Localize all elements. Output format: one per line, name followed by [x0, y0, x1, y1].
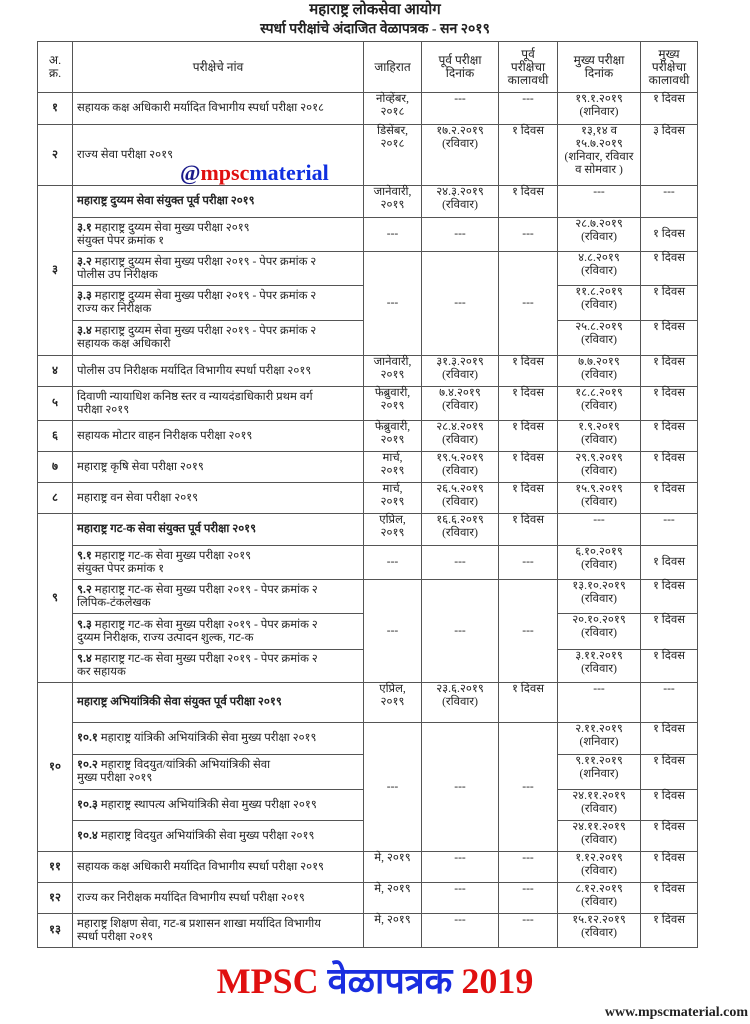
table-row — [38, 483, 698, 514]
prelim-duration: --- — [499, 914, 558, 948]
main-exam-duration: १ दिवस — [641, 580, 698, 614]
main-exam-duration: १ दिवस — [641, 546, 698, 580]
table-row — [38, 852, 698, 883]
exam-name: सहायक कक्ष अधिकारी मर्यादित विभागीय स्पर्धा परीक्षा २०१९ — [73, 852, 364, 883]
main-exam-duration: १ दिवस — [641, 452, 698, 483]
sub-exam-title: महाराष्ट्र दुय्यम सेवा मुख्य परीक्षा २०१९ - पेपर क्रमांक २ राज्य कर निरीक्षक — [77, 290, 317, 315]
footer-banner — [0, 961, 750, 1001]
main-exam-date: २०.१०.२०१९ (रविवार) — [558, 614, 641, 650]
serial-no: १० — [38, 683, 73, 852]
main-exam-duration: १ दिवस — [641, 614, 698, 650]
main-exam-duration: १ दिवस — [641, 914, 698, 948]
serial-no: १२ — [38, 883, 73, 914]
table-row — [38, 125, 698, 186]
document-subtitle: स्पर्धा परीक्षांचे अंदाजित वेळापत्रक - सन २०१९ — [260, 22, 490, 37]
main-exam-date: २४.११.२०१९ (रविवार) — [558, 790, 641, 821]
sub-exam-number: ९.३ — [77, 618, 92, 631]
exam-name: महाराष्ट्र दुय्यम सेवा संयुक्त पूर्व परीक्षा २०१९ — [73, 186, 364, 218]
sub-exam-title: महाराष्ट्र विदयुत/यांत्रिकी अभियांत्रिकी सेवा मुख्य परीक्षा २०१९ — [77, 759, 271, 784]
table-row — [38, 514, 698, 546]
main-exam-duration: १ दिवस — [641, 821, 698, 852]
advertisement-month: --- — [364, 218, 422, 252]
header-serial-no: अ. क्र. — [38, 42, 73, 93]
prelim-duration: १ दिवस — [499, 683, 558, 723]
sub-exam-name — [73, 650, 364, 683]
watermark-material: material — [249, 160, 329, 185]
sub-exam-name — [73, 218, 364, 252]
prelim-date: ३१.३.२०१९ (रविवार) — [422, 356, 499, 387]
serial-no: ९ — [38, 514, 73, 683]
sub-exam-number: ९.२ — [77, 583, 92, 596]
sub-exam-title: महाराष्ट्र दुय्यम सेवा मुख्य परीक्षा २०१९ संयुक्त पेपर क्रमांक १ — [77, 221, 250, 247]
main-exam-date: १५.९.२०१९ (रविवार) — [558, 483, 641, 514]
prelim-date: --- — [422, 218, 499, 252]
advertisement-month: मे, २०१९ — [364, 914, 422, 948]
sub-exam-title: महाराष्ट्र दुय्यम सेवा मुख्य परीक्षा २०१९ - पेपर क्रमांक २ सहायक कक्ष अधिकारी — [77, 325, 317, 350]
prelim-date: २४.३.२०१९ (रविवार) — [422, 186, 499, 218]
advertisement-month: --- — [364, 546, 422, 580]
sub-exam-number: १०.१ — [77, 732, 98, 744]
main-exam-duration: १ दिवस — [641, 883, 698, 914]
table-subrow — [38, 546, 698, 580]
prelim-date: २६.५.२०१९ (रविवार) — [422, 483, 499, 514]
main-exam-date: १३,१४ व १५.७.२०१९ (शनिवार, रविवार व सोमवार ) — [558, 125, 641, 186]
header-advertisement: जाहिरात — [364, 42, 422, 93]
serial-no: १ — [38, 93, 73, 125]
watermark-mpsc: mpsc — [200, 160, 250, 185]
main-exam-date: ९.११.२०१९ (शनिवार) — [558, 755, 641, 790]
main-exam-duration: --- — [641, 683, 698, 723]
prelim-date: १९.५.२०१९ (रविवार) — [422, 452, 499, 483]
sub-exam-name — [73, 614, 364, 650]
advertisement-month: फेब्रुवारी, २०१९ — [364, 387, 422, 421]
advertisement-month: --- — [364, 723, 422, 852]
main-exam-duration: १ दिवस — [641, 421, 698, 452]
exam-name: महाराष्ट्र कृषि सेवा परीक्षा २०१९ — [73, 452, 364, 483]
advertisement-month: मार्च, २०१९ — [364, 483, 422, 514]
main-exam-date: १.१२.२०१९ (रविवार) — [558, 852, 641, 883]
main-exam-duration: १ दिवस — [641, 852, 698, 883]
main-exam-duration: --- — [641, 514, 698, 546]
prelim-date: --- — [422, 580, 499, 683]
prelim-duration: --- — [499, 93, 558, 125]
table-subrow — [38, 723, 698, 755]
prelim-duration: १ दिवस — [499, 356, 558, 387]
advertisement-month: एप्रिल, २०१९ — [364, 683, 422, 723]
exam-name: राज्य सेवा परीक्षा २०१९ — [73, 125, 364, 186]
main-exam-date: २५.८.२०१९ (रविवार) — [558, 321, 641, 356]
advertisement-month: मार्च, २०१९ — [364, 452, 422, 483]
advertisement-month: नोव्हेंबर, २०१८ — [364, 93, 422, 125]
main-exam-date: १५.१२.२०१९ (रविवार) — [558, 914, 641, 948]
table-row — [38, 387, 698, 421]
prelim-date: --- — [422, 723, 499, 852]
prelim-date: ७.४.२०१९ (रविवार) — [422, 387, 499, 421]
advertisement-month: जानेवारी, २०१९ — [364, 186, 422, 218]
prelim-duration: १ दिवस — [499, 514, 558, 546]
prelim-date: --- — [422, 252, 499, 356]
prelim-date: २८.४.२०१९ (रविवार) — [422, 421, 499, 452]
main-exam-date: ७.७.२०१९ (रविवार) — [558, 356, 641, 387]
prelim-date: --- — [422, 93, 499, 125]
main-exam-date: २४.११.२०१९ (रविवार) — [558, 821, 641, 852]
main-exam-date: ८.१२.२०१९ (रविवार) — [558, 883, 641, 914]
prelim-date: --- — [422, 914, 499, 948]
advertisement-month: मे, २०१९ — [364, 883, 422, 914]
sub-exam-number: १०.२ — [77, 759, 98, 771]
prelim-duration: --- — [499, 852, 558, 883]
header-main-duration: मुख्य परीक्षेचा कालावधी — [641, 42, 698, 93]
prelim-duration: --- — [499, 723, 558, 852]
exam-name: महाराष्ट्र वन सेवा परीक्षा २०१९ — [73, 483, 364, 514]
prelim-duration: १ दिवस — [499, 387, 558, 421]
table-subrow — [38, 580, 698, 614]
prelim-date: --- — [422, 852, 499, 883]
prelim-duration: १ दिवस — [499, 125, 558, 186]
sub-exam-number: १०.३ — [77, 798, 98, 811]
table-row — [38, 356, 698, 387]
sub-exam-name — [73, 580, 364, 614]
table-header-row — [38, 42, 698, 93]
footer-year: 2019 — [461, 961, 534, 1001]
header-main-date: मुख्य परीक्षा दिनांक — [558, 42, 641, 93]
main-exam-date: १३.१०.२०१९ (रविवार) — [558, 580, 641, 614]
prelim-duration: --- — [499, 883, 558, 914]
exam-name: सहायक कक्ष अधिकारी मर्यादित विभागीय स्पर्धा परीक्षा २०१८ — [73, 93, 364, 125]
advertisement-month: मे, २०१९ — [364, 852, 422, 883]
serial-no: ४ — [38, 356, 73, 387]
prelim-date: --- — [422, 546, 499, 580]
table-row — [38, 421, 698, 452]
sub-exam-name — [73, 286, 364, 321]
sub-exam-number: ३.१ — [77, 221, 92, 234]
prelim-date: १७.२.२०१९ (रविवार) — [422, 125, 499, 186]
sub-exam-name — [73, 546, 364, 580]
table-body — [38, 93, 698, 948]
advertisement-month: --- — [364, 252, 422, 356]
footer-mpsc: MPSC — [216, 961, 319, 1001]
exam-name: महाराष्ट्र अभियांत्रिकी सेवा संयुक्त पूर्व परीक्षा २०१९ — [73, 683, 364, 723]
sub-exam-number: ३.४ — [77, 325, 92, 337]
main-exam-duration: १ दिवस — [641, 286, 698, 321]
main-exam-date: ११.८.२०१९ (रविवार) — [558, 286, 641, 321]
main-exam-duration: १ दिवस — [641, 387, 698, 421]
prelim-date: १६.६.२०१९ (रविवार) — [422, 514, 499, 546]
sub-exam-name — [73, 321, 364, 356]
main-exam-duration: १ दिवस — [641, 218, 698, 252]
sub-exam-name — [73, 790, 364, 821]
exam-name: महाराष्ट्र शिक्षण सेवा, गट-ब प्रशासन शाखा मर्यादित विभागीय स्पर्धा परीक्षा २०१९ — [73, 914, 364, 948]
table-row — [38, 452, 698, 483]
watermark — [180, 162, 329, 184]
sub-exam-name — [73, 723, 364, 755]
sub-exam-title: महाराष्ट्र गट-क सेवा मुख्य परीक्षा २०१९ - पेपर क्रमांक २ लिपिक-टंकलेखक — [77, 583, 318, 609]
prelim-duration: १ दिवस — [499, 452, 558, 483]
sub-exam-title: महाराष्ट्र यांत्रिकी अभियांत्रिकी सेवा मुख्य परीक्षा २०१९ — [97, 732, 317, 744]
table-row — [38, 93, 698, 125]
prelim-duration: --- — [499, 218, 558, 252]
header-prelim-date: पूर्व परीक्षा दिनांक — [422, 42, 499, 93]
main-exam-duration: १ दिवस — [641, 252, 698, 286]
exam-name: महाराष्ट्र गट-क सेवा संयुक्त पूर्व परीक्षा २०१९ — [73, 514, 364, 546]
advertisement-month: --- — [364, 580, 422, 683]
advertisement-month: डिसेंबर, २०१८ — [364, 125, 422, 186]
main-exam-duration: १ दिवस — [641, 93, 698, 125]
main-exam-duration: १ दिवस — [641, 650, 698, 683]
exam-name: राज्य कर निरीक्षक मर्यादित विभागीय स्पर्धा परीक्षा २०१९ — [73, 883, 364, 914]
table-row — [38, 186, 698, 218]
prelim-duration: --- — [499, 580, 558, 683]
sub-exam-number: ९.१ — [77, 549, 92, 562]
main-exam-duration: १ दिवस — [641, 356, 698, 387]
watermark-at: @ — [180, 160, 201, 185]
prelim-date: २३.६.२०१९ (रविवार) — [422, 683, 499, 723]
main-exam-date: १८.८.२०१९ (रविवार) — [558, 387, 641, 421]
table-row — [38, 914, 698, 948]
sub-exam-number: १०.४ — [77, 829, 98, 842]
main-exam-date: --- — [558, 186, 641, 218]
prelim-duration: --- — [499, 546, 558, 580]
sub-exam-title: महाराष्ट्र गट-क सेवा मुख्य परीक्षा २०१९ - पेपर क्रमांक २ कर सहायक — [77, 653, 318, 678]
main-exam-date: १९.१.२०१९ (शनिवार) — [558, 93, 641, 125]
prelim-date: --- — [422, 883, 499, 914]
main-exam-duration: १ दिवस — [641, 723, 698, 755]
prelim-duration: १ दिवस — [499, 186, 558, 218]
main-exam-date: २९.९.२०१९ (रविवार) — [558, 452, 641, 483]
serial-no: ३ — [38, 186, 73, 356]
main-exam-date: --- — [558, 514, 641, 546]
sub-exam-number: ३.२ — [77, 255, 92, 268]
exam-name: दिवाणी न्यायाधिश कनिष्ठ स्तर व न्यायदंडाधिकारी प्रथम वर्ग परीक्षा २०१९ — [73, 387, 364, 421]
table-row — [38, 883, 698, 914]
advertisement-month: फेब्रुवारी, २०१९ — [364, 421, 422, 452]
sub-exam-title: महाराष्ट्र स्थापत्य अभियांत्रिकी सेवा मुख्य परीक्षा २०१९ — [97, 798, 317, 811]
table-subrow — [38, 218, 698, 252]
footer-url: www.mpscmaterial.com — [604, 1005, 748, 1020]
main-exam-date: ३.११.२०१९ (रविवार) — [558, 650, 641, 683]
advertisement-month: एप्रिल, २०१९ — [364, 514, 422, 546]
serial-no: ७ — [38, 452, 73, 483]
sub-exam-title: महाराष्ट्र गट-क सेवा मुख्य परीक्षा २०१९ संयुक्त पेपर क्रमांक १ — [77, 549, 252, 575]
sub-exam-title: महाराष्ट्र गट-क सेवा मुख्य परीक्षा २०१९ - पेपर क्रमांक २ दुय्यम निरीक्षक, राज्य उत्पादन शुल्क, गट-क — [77, 618, 318, 644]
main-exam-duration: १ दिवस — [641, 483, 698, 514]
serial-no: ११ — [38, 852, 73, 883]
sub-exam-number: ९.४ — [77, 653, 92, 665]
sub-exam-number: ३.३ — [77, 290, 92, 302]
advertisement-month: जानेवारी, २०१९ — [364, 356, 422, 387]
main-exam-duration: ३ दिवस — [641, 125, 698, 186]
main-exam-date: २.११.२०१९ (शनिवार) — [558, 723, 641, 755]
main-exam-duration: १ दिवस — [641, 790, 698, 821]
sub-exam-title: महाराष्ट्र दुय्यम सेवा मुख्य परीक्षा २०१९ - पेपर क्रमांक २ पोलीस उप निरीक्षक — [77, 255, 317, 281]
serial-no: ५ — [38, 387, 73, 421]
sub-exam-name — [73, 821, 364, 852]
document-title: महाराष्ट्र लोकसेवा आयोग — [309, 2, 441, 18]
serial-no: ६ — [38, 421, 73, 452]
prelim-duration: १ दिवस — [499, 483, 558, 514]
header-exam-name: परीक्षेचे नांव — [73, 42, 364, 93]
exam-schedule-table — [37, 41, 698, 948]
footer-velapatrak: वेळापत्रक — [327, 961, 453, 1001]
exam-name: सहायक मोटार वाहन निरीक्षक परीक्षा २०१९ — [73, 421, 364, 452]
main-exam-duration: १ दिवस — [641, 755, 698, 790]
serial-no: २ — [38, 125, 73, 186]
sub-exam-name — [73, 755, 364, 790]
main-exam-date: ४.८.२०१९ (रविवार) — [558, 252, 641, 286]
main-exam-date: १.९.२०१९ (रविवार) — [558, 421, 641, 452]
exam-name: पोलीस उप निरीक्षक मर्यादित विभागीय स्पर्धा परीक्षा २०१९ — [73, 356, 364, 387]
main-exam-date: २८.७.२०१९ (रविवार) — [558, 218, 641, 252]
serial-no: १३ — [38, 914, 73, 948]
sub-exam-title: महाराष्ट्र विदयुत अभियांत्रिकी सेवा मुख्य परीक्षा २०१९ — [97, 829, 315, 842]
sub-exam-name — [73, 252, 364, 286]
main-exam-date: ६.१०.२०१९ (रविवार) — [558, 546, 641, 580]
main-exam-date: --- — [558, 683, 641, 723]
prelim-duration: --- — [499, 252, 558, 356]
main-exam-duration: --- — [641, 186, 698, 218]
main-exam-duration: १ दिवस — [641, 321, 698, 356]
header-prelim-duration: पूर्व परीक्षेचा कालावधी — [499, 42, 558, 93]
serial-no: ८ — [38, 483, 73, 514]
table-row — [38, 683, 698, 723]
table-subrow — [38, 252, 698, 286]
prelim-duration: १ दिवस — [499, 421, 558, 452]
